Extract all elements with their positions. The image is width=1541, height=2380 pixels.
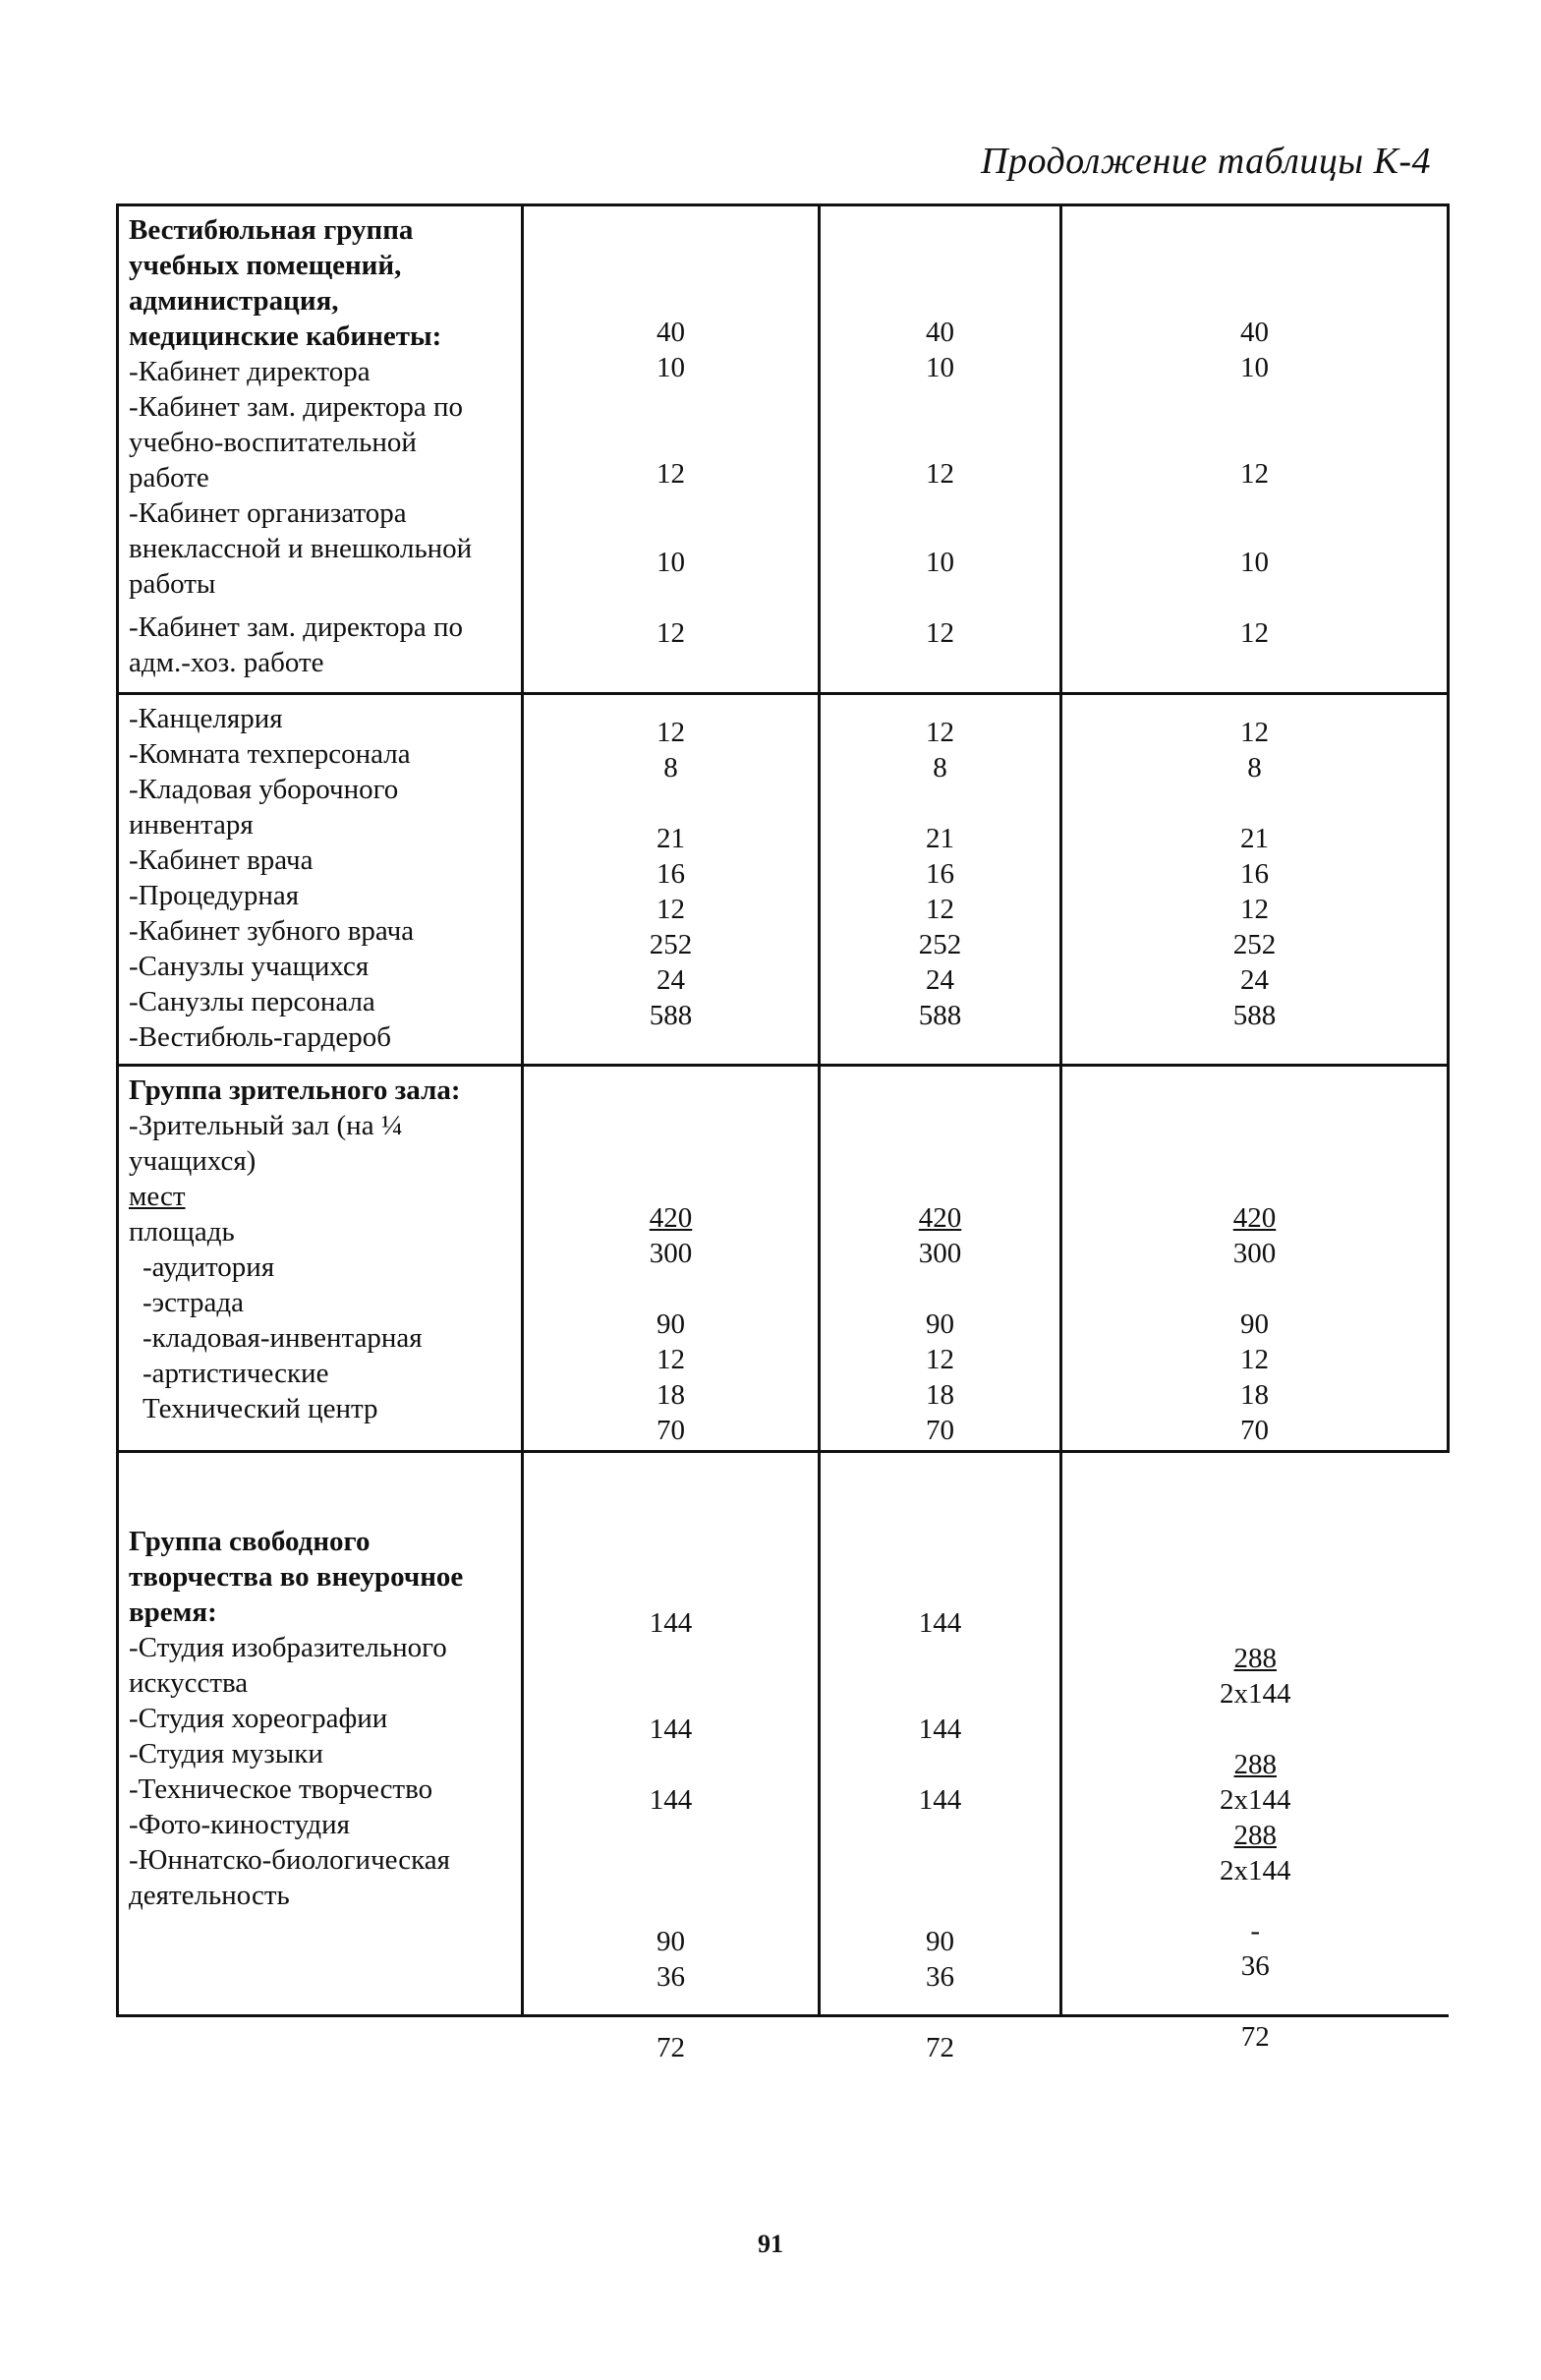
value-cell-col-3 — [1061, 1452, 1449, 2053]
value-cell: 90 — [656, 1926, 685, 1957]
value-cell: 10 — [1240, 547, 1269, 578]
value-cell: 72 — [1240, 2021, 1270, 2053]
value-cell: 40 — [926, 317, 954, 348]
value-cell: 252 — [1232, 929, 1277, 960]
value-cell: 144 — [918, 1607, 962, 1639]
value-cell: 16 — [926, 858, 954, 890]
value-cell: 70 — [926, 1415, 954, 1446]
value-cell-col-1 — [523, 1452, 820, 2063]
value-cell: 12 — [926, 1344, 954, 1375]
row-label-line: -Канцелярия — [129, 703, 283, 734]
value-cell: 24 — [656, 964, 685, 996]
row-label-line: -Студия музыки — [129, 1738, 323, 1770]
row-label-line: -Техническое творчество — [129, 1773, 433, 1805]
value-cell: 90 — [926, 1308, 954, 1340]
row-label-line: -Кабинет зам. директора по — [129, 611, 464, 643]
value-cell: 21 — [1240, 823, 1269, 854]
row-label-line: работы — [129, 568, 216, 600]
value-cell: 288 — [1233, 1820, 1277, 1851]
row-label-line: внеклассной и внешкольной — [129, 533, 473, 564]
row-label-line: учащихся) — [129, 1145, 257, 1177]
value-cell: 252 — [649, 929, 693, 960]
value-cell: 70 — [656, 1415, 685, 1446]
row-label-line: -Вестибюль-гардероб — [129, 1021, 391, 1053]
row-label-line: -Кабинет директора — [129, 356, 371, 387]
row-label-line: -эстрада — [143, 1287, 245, 1318]
value-cell: 12 — [926, 458, 954, 490]
value-cell: 12 — [656, 458, 685, 490]
row-label-line: -Юннатско-биологическая — [129, 1844, 450, 1876]
row-label-line: -кладовая-инвентарная — [143, 1322, 423, 1354]
value-cell: 144 — [649, 1784, 693, 1816]
section-heading-line: Вестибюльная группа — [129, 214, 414, 246]
value-cell: 300 — [649, 1238, 693, 1269]
value-cell: 10 — [656, 547, 685, 578]
row-label-line: -Процедурная — [129, 880, 300, 911]
value-cell: 70 — [1240, 1415, 1269, 1446]
value-cell-col-2 — [820, 1066, 1061, 1452]
value-cell: 72 — [656, 2032, 685, 2063]
value-cell: 288 — [1233, 1749, 1277, 1780]
value-cell-col-1 — [523, 205, 820, 694]
section-heading-line: Группа зрительного зала: — [129, 1074, 461, 1106]
row-label-line: учебно-воспитательной — [129, 427, 417, 458]
value-cell: 12 — [1240, 1344, 1269, 1375]
value-cell: 144 — [918, 1713, 962, 1745]
value-cell: 18 — [656, 1379, 685, 1411]
section-heading-line: Группа свободного — [129, 1526, 371, 1557]
value-cell: 24 — [926, 964, 954, 996]
table-row — [118, 1452, 1449, 2016]
row-label-cell — [118, 1066, 523, 1452]
value-cell: 18 — [1240, 1379, 1269, 1411]
row-label-line: Технический центр — [143, 1393, 378, 1424]
value-cell: 588 — [1232, 1000, 1277, 1031]
value-cell: 12 — [1240, 617, 1269, 649]
row-label-line: -Санузлы учащихся — [129, 951, 370, 982]
value-cell: 36 — [656, 1961, 685, 1993]
row-label-line: работе — [129, 462, 209, 493]
value-cell: 10 — [1240, 352, 1269, 383]
value-cell: 12 — [1240, 717, 1269, 748]
value-cell: 300 — [1232, 1238, 1277, 1269]
value-cell: 12 — [656, 717, 685, 748]
value-cell: 36 — [926, 1961, 954, 1993]
value-cell-col-3 — [1061, 1066, 1449, 1452]
row-label-line: -Кабинет зам. директора по — [129, 391, 464, 423]
value-cell: 420 — [1232, 1202, 1277, 1234]
value-cell-col-1 — [523, 1066, 820, 1452]
value-cell: 90 — [1240, 1308, 1269, 1340]
row-label-line: -Зрительный зал (на ¼ — [129, 1110, 403, 1141]
value-cell: 40 — [1240, 317, 1269, 348]
value-cell: 144 — [649, 1607, 693, 1639]
value-cell: 10 — [926, 547, 954, 578]
row-label-line: адм.-хоз. работе — [129, 647, 324, 678]
row-label-line: -Фото-киностудия — [129, 1809, 350, 1840]
row-label-line: деятельность — [129, 1880, 290, 1911]
value-cell: 420 — [649, 1202, 693, 1234]
row-label-line: -артистические — [143, 1358, 329, 1389]
value-cell: 12 — [1240, 458, 1269, 490]
row-label-line: -Кабинет организатора — [129, 497, 407, 529]
table-row — [118, 1066, 1449, 1452]
row-label-line: инвентаря — [129, 809, 254, 841]
value-cell: 588 — [649, 1000, 693, 1031]
value-cell: 8 — [933, 752, 947, 784]
row-label-line: -Кабинет зубного врача — [129, 915, 415, 947]
row-label-line: -Кладовая уборочного — [129, 774, 399, 805]
value-cell: - — [1250, 1915, 1261, 1946]
value-cell-col-2 — [820, 205, 1061, 694]
value-cell: 588 — [918, 1000, 962, 1031]
row-label-line: -Комната техперсонала — [129, 738, 411, 770]
section-heading-line: администрация, — [129, 285, 339, 317]
section-heading-line: медицинские кабинеты: — [129, 320, 442, 352]
value-cell: 300 — [918, 1238, 962, 1269]
value-cell: 24 — [1240, 964, 1269, 996]
value-cell: 8 — [663, 752, 678, 784]
value-cell-col-2 — [820, 694, 1061, 1066]
value-cell: 12 — [656, 617, 685, 649]
table-continuation-caption: Продолжение таблицы К-4 — [981, 141, 1431, 182]
row-label-line: искусства — [129, 1667, 249, 1699]
value-cell: 252 — [918, 929, 962, 960]
value-cell: 36 — [1240, 1950, 1270, 1982]
value-cell: 144 — [649, 1713, 693, 1745]
value-cell: 40 — [656, 317, 685, 348]
value-cell: 12 — [656, 1344, 685, 1375]
row-label-line: -Студия хореографии — [129, 1703, 388, 1734]
row-label-cell — [118, 205, 523, 694]
row-label-line: -Санузлы персонала — [129, 986, 375, 1017]
value-cell: 18 — [926, 1379, 954, 1411]
value-cell: 12 — [926, 717, 954, 748]
row-label-line: мест — [129, 1181, 186, 1212]
value-cell: 72 — [926, 2032, 954, 2063]
table-row — [118, 205, 1449, 694]
value-cell: 21 — [656, 823, 685, 854]
row-label-line: -Кабинет врача — [129, 844, 314, 876]
value-cell-col-3 — [1061, 205, 1449, 694]
table-row — [118, 694, 1449, 1066]
value-cell: 2x144 — [1220, 1855, 1291, 1887]
data-table — [116, 203, 1450, 2063]
value-cell-col-1 — [523, 694, 820, 1066]
section-heading-line: время: — [129, 1596, 217, 1628]
value-cell-col-3 — [1061, 694, 1449, 1066]
value-cell: 2x144 — [1220, 1784, 1291, 1816]
page-number: 91 — [758, 2230, 783, 2258]
value-cell: 10 — [926, 352, 954, 383]
value-cell: 10 — [656, 352, 685, 383]
value-cell: 12 — [926, 617, 954, 649]
row-label-cell — [118, 1452, 523, 2016]
row-label-line: -Студия изобразительного — [129, 1632, 447, 1663]
row-label-line: -аудитория — [143, 1251, 275, 1283]
value-cell: 144 — [918, 1784, 962, 1816]
row-label-cell — [118, 694, 523, 1066]
value-cell: 2x144 — [1220, 1678, 1291, 1710]
value-cell: 288 — [1233, 1643, 1277, 1674]
value-cell: 16 — [656, 858, 685, 890]
value-cell: 12 — [926, 894, 954, 925]
value-cell: 90 — [656, 1308, 685, 1340]
value-cell: 16 — [1240, 858, 1269, 890]
value-cell: 21 — [926, 823, 954, 854]
value-cell-col-2 — [820, 1452, 1061, 2063]
section-heading-line: творчества во внеурочное — [129, 1561, 464, 1593]
row-label-line: площадь — [129, 1216, 235, 1248]
value-cell: 90 — [926, 1926, 954, 1957]
value-cell: 8 — [1247, 752, 1262, 784]
value-cell: 12 — [1240, 894, 1269, 925]
value-cell: 420 — [918, 1202, 962, 1234]
section-heading-line: учебных помещений, — [129, 250, 402, 281]
value-cell: 12 — [656, 894, 685, 925]
